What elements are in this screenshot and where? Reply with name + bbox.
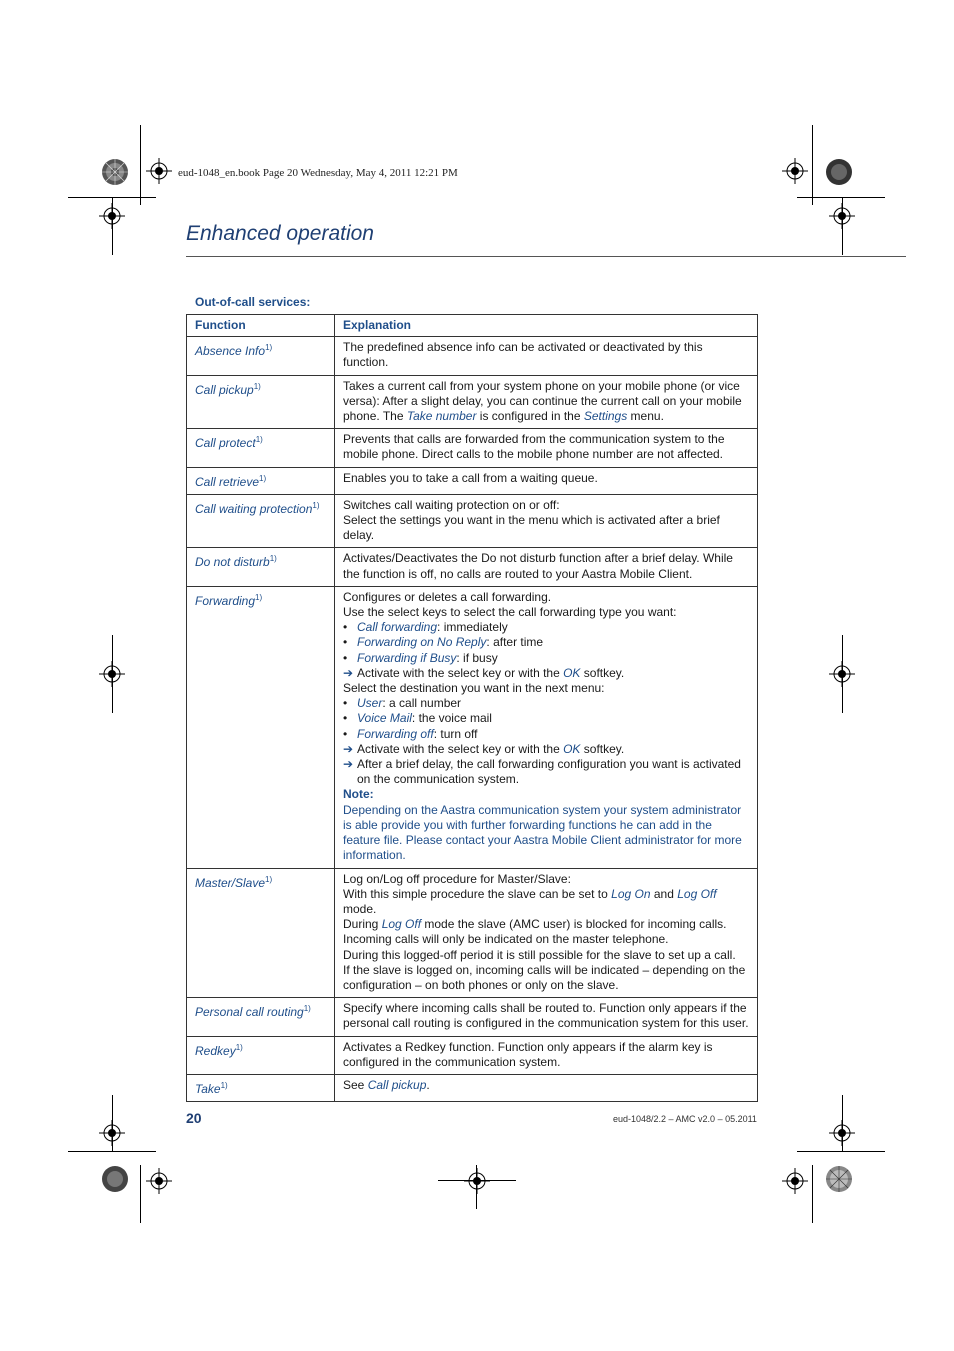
function-name: Redkey$^{1)}$ — [187, 1036, 335, 1074]
function-explanation: The predefined absence info can be activated or deactivated by this function. — [335, 337, 758, 375]
registration-mark-icon — [829, 1120, 855, 1146]
registration-mark-icon — [99, 661, 125, 687]
function-name: Forwarding$^{1)}$ — [187, 586, 335, 868]
list-item: • User: a call number — [343, 696, 462, 711]
function-explanation: Configures or deletes a call forwarding. Use the select keys to select the call forwarding type you want: • Call forwarding: immediately • Forwarding on No Reply: after time • Forwarding if Busy: if busy ➔ Activate with the select key or with the OK softkey. Select the destination you want in the next menu: • User: a call number • Voice Mail: the voice mail • Forwarding off: turn off ➔ Activate with the select key or with the OK softkey. ➔ After a brief delay, the call forwarding configuration you want is activated on the communication system. Note: Depending on the Aastra communication system your system administrator is able provide you with further forwarding functions he can add in the feature file. Please contact your Aastra Mobile Client administrator for more information. — [335, 586, 758, 868]
table-header-row — [187, 315, 758, 337]
table-row — [187, 337, 758, 375]
table-row — [187, 375, 758, 429]
list-item: • Voice Mail: the voice mail — [343, 711, 492, 726]
column-header-explanation: Explanation — [335, 315, 758, 337]
page-title: Enhanced operation — [186, 222, 374, 245]
file-info: eud-1048_en.book Page 20 Wednesday, May 4, 2011 12:21 PM — [178, 167, 458, 179]
list-item: • Forwarding off: turn off — [343, 726, 478, 741]
crop-line — [476, 1165, 477, 1209]
table-row — [187, 586, 758, 868]
function-name: Personal call routing$^{1)}$ — [187, 998, 335, 1036]
function-explanation: Log on/Log off procedure for Master/Slave: With this simple procedure the slave can be set to Log On and Log Off mode. During Log Off mode the slave (AMC user) is blocked for incoming calls. Incoming calls will only be indicated on the master telephone. During this logged-off period it is still possible for the slave to set up a call. If the slave is logged on, incoming calls will be indicated – depending on the configuration – on both phones or only on the slave. — [335, 868, 758, 998]
header-divider — [186, 256, 906, 257]
function-name: Absence Info$^{1)}$ — [187, 337, 335, 375]
step: ➔ Activate with the select key or with the OK softkey. — [343, 665, 625, 680]
function-name: Do not disturb$^{1)}$ — [187, 548, 335, 586]
color-wheel-icon — [101, 158, 129, 186]
step: ➔ Activate with the select key or with the OK softkey. — [343, 741, 625, 756]
registration-mark-icon — [829, 661, 855, 687]
function-explanation: Switches call waiting protection on or off: Select the settings you want in the menu which is activated after a brief delay. — [335, 494, 758, 548]
note-text: Depending on the Aastra communication system your system administrator is able provide you with further forwarding functions he can add in the feature file. Please contact your Aastra Mobile Client administrator for more information. — [343, 802, 742, 863]
list-item: • Forwarding on No Reply: after time — [343, 635, 544, 650]
column-header-function: Function — [187, 315, 335, 337]
note-title: Note: — [343, 787, 374, 802]
registration-mark-icon — [99, 203, 125, 229]
table-row — [187, 467, 758, 494]
function-name: Call pickup$^{1)}$ — [187, 375, 335, 429]
color-wheel-icon — [825, 1165, 853, 1193]
color-wheel-icon — [101, 1165, 129, 1193]
table-row — [187, 998, 758, 1036]
section-title: Out-of-call services: — [195, 295, 311, 309]
menu-reference: Take number — [406, 409, 477, 424]
function-name: Take$^{1)}$ — [187, 1074, 335, 1101]
document-reference: eud-1048/2.2 – AMC v2.0 – 05.2011 — [613, 1114, 757, 1124]
table-row — [187, 1074, 758, 1101]
table-row — [187, 429, 758, 467]
function-explanation: See Call pickup. — [335, 1074, 758, 1101]
arrow-right-icon: ➔ — [343, 665, 354, 680]
step: ➔ After a brief delay, the call forwarding configuration you want is activated on the communication system. — [343, 757, 741, 787]
arrow-right-icon: ➔ — [343, 757, 354, 772]
services-table — [186, 314, 758, 1102]
list-item: • Forwarding if Busy: if busy — [343, 650, 498, 665]
registration-mark-icon — [829, 203, 855, 229]
function-name: Call protect$^{1)}$ — [187, 429, 335, 467]
arrow-right-icon: ➔ — [343, 741, 354, 756]
registration-mark-icon — [782, 158, 808, 184]
registration-mark-icon — [146, 1168, 172, 1194]
function-name: Call retrieve$^{1)}$ — [187, 467, 335, 494]
function-explanation: Prevents that calls are forwarded from the communication system to the mobile phone. Direct calls to the mobile phone number are not affected. — [335, 429, 758, 467]
table-row — [187, 868, 758, 998]
table-row — [187, 494, 758, 548]
list-item: • Call forwarding: immediately — [343, 620, 508, 635]
function-explanation: Takes a current call from your system phone on your mobile phone (or vice versa): After a slight delay, you can continue the current call on your mobile phone. The Take number is configured in the Settings menu. — [335, 375, 758, 429]
registration-mark-icon — [782, 1168, 808, 1194]
crop-line — [438, 1180, 516, 1181]
function-name: Call waiting protection$^{1)}$ — [187, 494, 335, 548]
page-number: 20 — [186, 1110, 202, 1126]
menu-reference: Settings — [583, 409, 628, 424]
table-row — [187, 1036, 758, 1074]
function-explanation: Specify where incoming calls shall be routed to. Function only appears if the personal call routing is configured in the communication system for this user. — [335, 998, 758, 1036]
registration-mark-icon — [464, 1168, 490, 1194]
registration-mark-icon — [99, 1120, 125, 1146]
function-explanation: Activates/Deactivates the Do not disturb function after a brief delay. While the function is off, no calls are routed to your Aastra Mobile Client. — [335, 548, 758, 586]
color-wheel-icon — [825, 158, 853, 186]
function-explanation: Activates a Redkey function. Function only appears if the alarm key is configured in the communication system. — [335, 1036, 758, 1074]
function-name: Master/Slave$^{1)}$ — [187, 868, 335, 998]
table-row — [187, 548, 758, 586]
function-explanation: Enables you to take a call from a waiting queue. — [335, 467, 758, 494]
registration-mark-icon — [146, 158, 172, 184]
cross-reference: Call pickup — [367, 1077, 427, 1092]
